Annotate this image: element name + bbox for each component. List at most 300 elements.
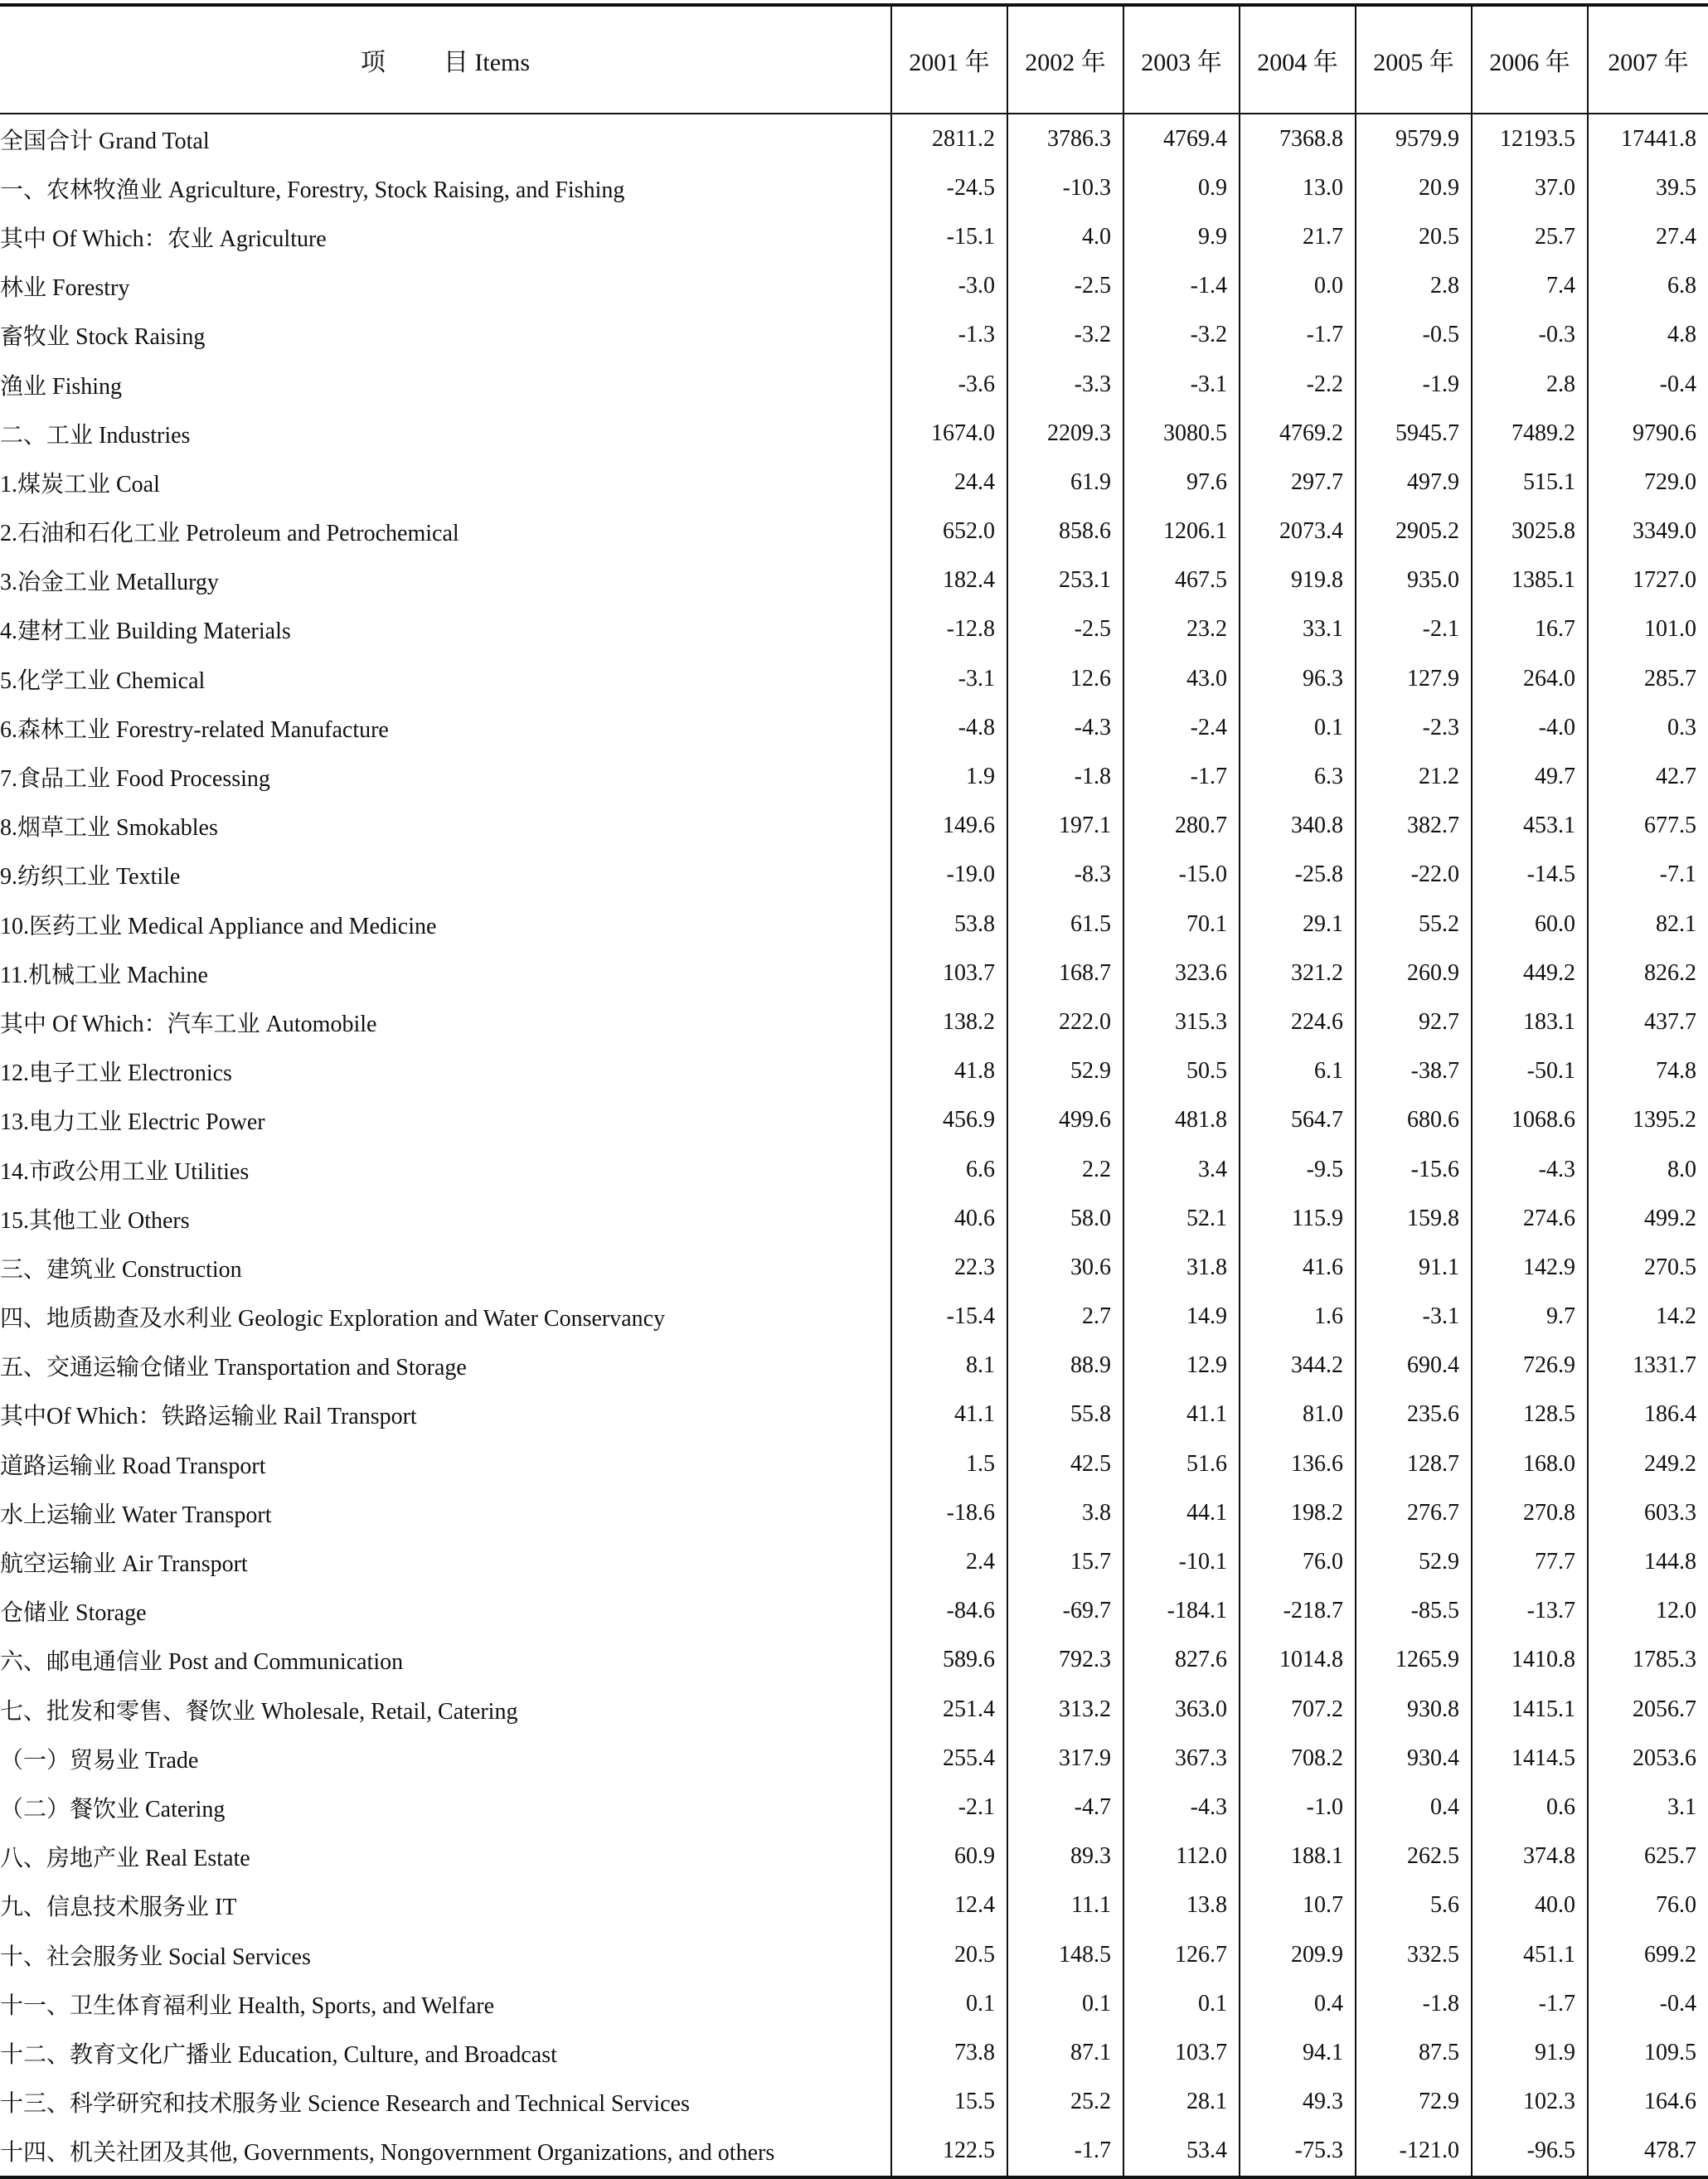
value-cell: -8.3 xyxy=(1007,851,1123,900)
value-cell: 564.7 xyxy=(1240,1096,1356,1145)
value-cell: 61.9 xyxy=(1007,458,1123,507)
value-cell: 42.7 xyxy=(1588,752,1708,801)
row-label: 五、交通运输仓储业 Transportation and Storage xyxy=(0,1355,467,1381)
value-cell: 276.7 xyxy=(1356,1488,1472,1537)
row-label: 12.电子工业 Electronics xyxy=(0,1060,232,1087)
row-label: 其中Of Which：铁路运输业 Rail Transport xyxy=(0,1404,417,1430)
value-cell: 497.9 xyxy=(1356,458,1472,507)
value-cell: 363.0 xyxy=(1123,1685,1240,1734)
row-label: 一、农林牧渔业 Agriculture, Forestry, Stock Raising, and Fishing xyxy=(0,177,625,203)
value-cell: 6.6 xyxy=(891,1145,1007,1194)
table-row xyxy=(0,1783,1708,1832)
year-column-header: 2002 年 xyxy=(1007,5,1123,114)
value-cell: -0.5 xyxy=(1356,311,1472,360)
value-cell: 285.7 xyxy=(1588,654,1708,703)
table-row xyxy=(0,1145,1708,1194)
value-cell: 4.8 xyxy=(1588,311,1708,360)
value-cell: 708.2 xyxy=(1240,1734,1356,1783)
value-cell: 235.6 xyxy=(1356,1390,1472,1439)
value-cell: 39.5 xyxy=(1588,163,1708,212)
value-cell: 1068.6 xyxy=(1472,1096,1588,1145)
value-cell: -2.2 xyxy=(1240,360,1356,409)
value-cell: 94.1 xyxy=(1240,2028,1356,2077)
value-cell: 41.8 xyxy=(891,1047,1007,1096)
row-label: 八、房地产业 Real Estate xyxy=(0,1846,250,1872)
value-cell: 3786.3 xyxy=(1007,114,1123,163)
table-row xyxy=(0,1488,1708,1537)
row-label: 8.烟草工业 Smokables xyxy=(0,815,218,842)
value-cell: 274.6 xyxy=(1472,1194,1588,1243)
value-cell: 9579.9 xyxy=(1356,114,1472,163)
value-cell: 20.5 xyxy=(891,1930,1007,1979)
year-column-header: 2004 年 xyxy=(1240,5,1356,114)
table-row xyxy=(0,1439,1708,1488)
value-cell: 197.1 xyxy=(1007,802,1123,851)
value-cell: 451.1 xyxy=(1472,1930,1588,1979)
value-cell: -15.1 xyxy=(891,212,1007,261)
value-cell: 77.7 xyxy=(1472,1537,1588,1586)
value-cell: 12.6 xyxy=(1007,654,1123,703)
value-cell: -3.2 xyxy=(1123,311,1240,360)
value-cell: 374.8 xyxy=(1472,1832,1588,1881)
value-cell: -96.5 xyxy=(1472,2127,1588,2177)
value-cell: 29.1 xyxy=(1240,900,1356,949)
row-label: 6.森林工业 Forestry-related Manufacture xyxy=(0,716,389,743)
value-cell: 332.5 xyxy=(1356,1930,1472,1979)
value-cell: 1395.2 xyxy=(1588,1096,1708,1145)
value-cell: 5.6 xyxy=(1356,1881,1472,1930)
value-cell: 264.0 xyxy=(1472,654,1588,703)
value-cell: 3.8 xyxy=(1007,1488,1123,1537)
value-cell: 14.2 xyxy=(1588,1293,1708,1342)
value-cell: 17441.8 xyxy=(1588,114,1708,163)
value-cell: 3349.0 xyxy=(1588,507,1708,556)
value-cell: 55.2 xyxy=(1356,900,1472,949)
value-cell: 467.5 xyxy=(1123,556,1240,605)
row-label: 3.冶金工业 Metallurgy xyxy=(0,570,219,596)
row-label: 二、工业 Industries xyxy=(0,422,191,449)
value-cell: -7.1 xyxy=(1588,851,1708,900)
value-cell: 251.4 xyxy=(891,1685,1007,1734)
value-cell: 2056.7 xyxy=(1588,1685,1708,1734)
value-cell: 935.0 xyxy=(1356,556,1472,605)
table-row xyxy=(0,212,1708,261)
value-cell: 2.7 xyxy=(1007,1293,1123,1342)
value-cell: 44.1 xyxy=(1123,1488,1240,1537)
value-cell: 2209.3 xyxy=(1007,409,1123,458)
row-label: 9.纺织工业 Textile xyxy=(0,864,181,891)
value-cell: 680.6 xyxy=(1356,1096,1472,1145)
value-cell: 8.0 xyxy=(1588,1145,1708,1194)
value-cell: 53.8 xyxy=(891,900,1007,949)
row-label: 10.医药工业 Medical Appliance and Medicine xyxy=(0,913,437,939)
row-label: 道路运输业 Road Transport xyxy=(0,1453,266,1479)
value-cell: -10.3 xyxy=(1007,163,1123,212)
value-cell: 0.1 xyxy=(1007,1979,1123,2028)
value-cell: 382.7 xyxy=(1356,802,1472,851)
value-cell: 10.7 xyxy=(1240,1881,1356,1930)
value-cell: -1.8 xyxy=(1356,1979,1472,2028)
table-row xyxy=(0,360,1708,409)
value-cell: 4769.2 xyxy=(1240,409,1356,458)
value-cell: -0.4 xyxy=(1588,360,1708,409)
value-cell: 0.1 xyxy=(1123,1979,1240,2028)
value-cell: 589.6 xyxy=(891,1636,1007,1685)
value-cell: 2.2 xyxy=(1007,1145,1123,1194)
value-cell: -4.3 xyxy=(1007,703,1123,752)
value-cell: -4.8 xyxy=(891,703,1007,752)
value-cell: 499.6 xyxy=(1007,1096,1123,1145)
row-label: 六、邮电通信业 Post and Communication xyxy=(0,1649,404,1676)
value-cell: -1.9 xyxy=(1356,360,1472,409)
value-cell: 72.9 xyxy=(1356,2078,1472,2127)
header-row xyxy=(0,5,1708,114)
value-cell: 625.7 xyxy=(1588,1832,1708,1881)
value-cell: 499.2 xyxy=(1588,1194,1708,1243)
items-header-char: 项 xyxy=(360,49,386,76)
value-cell: 122.5 xyxy=(891,2127,1007,2177)
value-cell: 76.0 xyxy=(1588,1881,1708,1930)
value-cell: 42.5 xyxy=(1007,1439,1123,1488)
value-cell: 60.9 xyxy=(891,1832,1007,1881)
value-cell: 9.9 xyxy=(1123,212,1240,261)
value-cell: 930.4 xyxy=(1356,1734,1472,1783)
value-cell: -15.4 xyxy=(891,1293,1007,1342)
value-cell: 3.4 xyxy=(1123,1145,1240,1194)
value-cell: -84.6 xyxy=(891,1587,1007,1636)
value-cell: 7489.2 xyxy=(1472,409,1588,458)
table-row xyxy=(0,163,1708,212)
value-cell: -1.7 xyxy=(1123,752,1240,801)
table-row xyxy=(0,1537,1708,1586)
value-cell: -3.2 xyxy=(1007,311,1123,360)
table-row xyxy=(0,949,1708,997)
value-cell: 603.3 xyxy=(1588,1488,1708,1537)
value-cell: 1410.8 xyxy=(1472,1636,1588,1685)
value-cell: -10.1 xyxy=(1123,1537,1240,1586)
value-cell: 49.7 xyxy=(1472,752,1588,801)
value-cell: -24.5 xyxy=(891,163,1007,212)
value-cell: 82.1 xyxy=(1588,900,1708,949)
value-cell: 40.0 xyxy=(1472,1881,1588,1930)
value-cell: -14.5 xyxy=(1472,851,1588,900)
table-row xyxy=(0,1587,1708,1636)
table-row xyxy=(0,1734,1708,1783)
value-cell: 919.8 xyxy=(1240,556,1356,605)
value-cell: 224.6 xyxy=(1240,997,1356,1046)
value-cell: -2.4 xyxy=(1123,703,1240,752)
table-row xyxy=(0,1881,1708,1930)
value-cell: 41.1 xyxy=(1123,1390,1240,1439)
value-cell: 321.2 xyxy=(1240,949,1356,997)
value-cell: 182.4 xyxy=(891,556,1007,605)
value-cell: 88.9 xyxy=(1007,1342,1123,1390)
row-label: 15.其他工业 Others xyxy=(0,1207,190,1234)
row-label: 三、建筑业 Construction xyxy=(0,1256,242,1283)
value-cell: -22.0 xyxy=(1356,851,1472,900)
value-cell: 50.5 xyxy=(1123,1047,1240,1096)
row-label: 13.电力工业 Electric Power xyxy=(0,1109,265,1136)
value-cell: -2.5 xyxy=(1007,262,1123,311)
table-row xyxy=(0,802,1708,851)
value-cell: -218.7 xyxy=(1240,1587,1356,1636)
value-cell: 74.8 xyxy=(1588,1047,1708,1096)
table-row xyxy=(0,1685,1708,1734)
table-row xyxy=(0,2127,1708,2177)
row-label: 四、地质勘查及水利业 Geologic Exploration and Water Conservancy xyxy=(0,1306,666,1332)
table-row xyxy=(0,262,1708,311)
table-row xyxy=(0,507,1708,556)
value-cell: -3.1 xyxy=(891,654,1007,703)
table-body xyxy=(0,114,1708,2177)
value-cell: 14.9 xyxy=(1123,1293,1240,1342)
value-cell: 6.1 xyxy=(1240,1047,1356,1096)
value-cell: 87.1 xyxy=(1007,2028,1123,2077)
table-row xyxy=(0,1832,1708,1881)
value-cell: 1414.5 xyxy=(1472,1734,1588,1783)
value-cell: 148.5 xyxy=(1007,1930,1123,1979)
value-cell: -75.3 xyxy=(1240,2127,1356,2177)
value-cell: -1.0 xyxy=(1240,1783,1356,1832)
value-cell: 707.2 xyxy=(1240,1685,1356,1734)
table-row xyxy=(0,1636,1708,1685)
value-cell: 1727.0 xyxy=(1588,556,1708,605)
value-cell: 102.3 xyxy=(1472,2078,1588,2127)
row-label: 十、社会服务业 Social Services xyxy=(0,1944,311,1970)
value-cell: 344.2 xyxy=(1240,1342,1356,1390)
value-cell: -25.8 xyxy=(1240,851,1356,900)
value-cell: 280.7 xyxy=(1123,802,1240,851)
value-cell: 24.4 xyxy=(891,458,1007,507)
row-label: 1.煤炭工业 Coal xyxy=(0,471,160,497)
value-cell: -3.1 xyxy=(1123,360,1240,409)
value-cell: 253.1 xyxy=(1007,556,1123,605)
value-cell: 1.5 xyxy=(891,1439,1007,1488)
value-cell: 127.9 xyxy=(1356,654,1472,703)
value-cell: 136.6 xyxy=(1240,1439,1356,1488)
value-cell: 43.0 xyxy=(1123,654,1240,703)
value-cell: 97.6 xyxy=(1123,458,1240,507)
value-cell: 109.5 xyxy=(1588,2028,1708,2077)
value-cell: 142.9 xyxy=(1472,1243,1588,1292)
value-cell: 53.4 xyxy=(1123,2127,1240,2177)
value-cell: 323.6 xyxy=(1123,949,1240,997)
value-cell: -9.5 xyxy=(1240,1145,1356,1194)
value-cell: 7.4 xyxy=(1472,262,1588,311)
value-cell: 15.7 xyxy=(1007,1537,1123,1586)
year-column-header: 2006 年 xyxy=(1472,5,1588,114)
row-label: 水上运输业 Water Transport xyxy=(0,1502,272,1528)
value-cell: 27.4 xyxy=(1588,212,1708,261)
value-cell: 2053.6 xyxy=(1588,1734,1708,1783)
value-cell: -69.7 xyxy=(1007,1587,1123,1636)
value-cell: 58.0 xyxy=(1007,1194,1123,1243)
value-cell: 73.8 xyxy=(891,2028,1007,2077)
value-cell: 81.0 xyxy=(1240,1390,1356,1439)
value-cell: 1674.0 xyxy=(891,409,1007,458)
value-cell: -12.8 xyxy=(891,605,1007,654)
value-cell: 96.3 xyxy=(1240,654,1356,703)
value-cell: -50.1 xyxy=(1472,1047,1588,1096)
value-cell: 729.0 xyxy=(1588,458,1708,507)
value-cell: 1415.1 xyxy=(1472,1685,1588,1734)
table-row xyxy=(0,1243,1708,1292)
value-cell: 25.7 xyxy=(1472,212,1588,261)
value-cell: -3.3 xyxy=(1007,360,1123,409)
value-cell: 9.7 xyxy=(1472,1293,1588,1342)
value-cell: -2.3 xyxy=(1356,703,1472,752)
value-cell: 0.3 xyxy=(1588,703,1708,752)
value-cell: -15.6 xyxy=(1356,1145,1472,1194)
value-cell: 30.6 xyxy=(1007,1243,1123,1292)
value-cell: 270.5 xyxy=(1588,1243,1708,1292)
row-label: 七、批发和零售、餐饮业 Wholesale, Retail, Catering xyxy=(0,1698,518,1725)
value-cell: 367.3 xyxy=(1123,1734,1240,1783)
value-cell: 792.3 xyxy=(1007,1636,1123,1685)
value-cell: 16.7 xyxy=(1472,605,1588,654)
value-cell: 22.3 xyxy=(891,1243,1007,1292)
value-cell: -15.0 xyxy=(1123,851,1240,900)
value-cell: -2.1 xyxy=(891,1783,1007,1832)
value-cell: 826.2 xyxy=(1588,949,1708,997)
value-cell: 92.7 xyxy=(1356,997,1472,1046)
value-cell: 28.1 xyxy=(1123,2078,1240,2127)
value-cell: 2905.2 xyxy=(1356,507,1472,556)
row-label: 十三、科学研究和技术服务业 Science Research and Technical Services xyxy=(0,2091,690,2118)
table-row xyxy=(0,409,1708,458)
value-cell: -4.3 xyxy=(1472,1145,1588,1194)
value-cell: -18.6 xyxy=(891,1488,1007,1537)
value-cell: 61.5 xyxy=(1007,900,1123,949)
row-label: 十二、教育文化广播业 Education, Culture, and Broadcast xyxy=(0,2041,557,2068)
value-cell: 13.0 xyxy=(1240,163,1356,212)
table-header xyxy=(0,5,1708,114)
table-row xyxy=(0,1390,1708,1439)
value-cell: -1.7 xyxy=(1007,2127,1123,2177)
value-cell: 8.1 xyxy=(891,1342,1007,1390)
row-label: 九、信息技术服务业 IT xyxy=(0,1895,237,1921)
value-cell: -2.5 xyxy=(1007,605,1123,654)
value-cell: 0.0 xyxy=(1240,262,1356,311)
value-cell: 315.3 xyxy=(1123,997,1240,1046)
items-header-text: 目 Items xyxy=(443,49,531,76)
value-cell: 115.9 xyxy=(1240,1194,1356,1243)
value-cell: 49.3 xyxy=(1240,2078,1356,2127)
row-label: 十四、机关社团及其他, Governments, Nongovernment Organizations, and others xyxy=(0,2127,891,2177)
table-row xyxy=(0,654,1708,703)
value-cell: 1265.9 xyxy=(1356,1636,1472,1685)
value-cell: 677.5 xyxy=(1588,802,1708,851)
year-column-header: 2003 年 xyxy=(1123,5,1240,114)
value-cell: 20.5 xyxy=(1356,212,1472,261)
value-cell: 12.0 xyxy=(1588,1587,1708,1636)
table-row xyxy=(0,2078,1708,2127)
value-cell: 20.9 xyxy=(1356,163,1472,212)
value-cell: -184.1 xyxy=(1123,1587,1240,1636)
value-cell: 930.8 xyxy=(1356,1685,1472,1734)
table-row xyxy=(0,1047,1708,1096)
value-cell: 149.6 xyxy=(891,802,1007,851)
value-cell: 41.1 xyxy=(891,1390,1007,1439)
value-cell: 12.4 xyxy=(891,1881,1007,1930)
row-label: 5.化学工业 Chemical xyxy=(0,667,206,694)
table-row xyxy=(0,605,1708,654)
value-cell: 55.8 xyxy=(1007,1390,1123,1439)
value-cell: 255.4 xyxy=(891,1734,1007,1783)
table-row xyxy=(0,114,1708,163)
table-row xyxy=(0,1194,1708,1243)
value-cell: 52.9 xyxy=(1007,1047,1123,1096)
value-cell: 209.9 xyxy=(1240,1930,1356,1979)
value-cell: 112.0 xyxy=(1123,1832,1240,1881)
value-cell: 827.6 xyxy=(1123,1636,1240,1685)
value-cell: 41.6 xyxy=(1240,1243,1356,1292)
value-cell: 0.4 xyxy=(1240,1979,1356,2028)
value-cell: 0.1 xyxy=(1240,703,1356,752)
row-label: 11.机械工业 Machine xyxy=(0,962,208,988)
value-cell: 159.8 xyxy=(1356,1194,1472,1243)
value-cell: 3080.5 xyxy=(1123,409,1240,458)
table-row xyxy=(0,752,1708,801)
value-cell: 270.8 xyxy=(1472,1488,1588,1537)
value-cell: 690.4 xyxy=(1356,1342,1472,1390)
value-cell: 5945.7 xyxy=(1356,409,1472,458)
value-cell: -1.7 xyxy=(1240,311,1356,360)
row-label: 航空运输业 Air Transport xyxy=(0,1551,248,1578)
value-cell: -4.7 xyxy=(1007,1783,1123,1832)
row-label: 渔业 Fishing xyxy=(0,373,123,400)
value-cell: 186.4 xyxy=(1588,1390,1708,1439)
value-cell: -3.1 xyxy=(1356,1293,1472,1342)
value-cell: 313.2 xyxy=(1007,1685,1123,1734)
value-cell: 449.2 xyxy=(1472,949,1588,997)
value-cell: 1.6 xyxy=(1240,1293,1356,1342)
value-cell: 164.6 xyxy=(1588,2078,1708,2127)
value-cell: 1.9 xyxy=(891,752,1007,801)
value-cell: -13.7 xyxy=(1472,1587,1588,1636)
value-cell: 456.9 xyxy=(891,1096,1007,1145)
value-cell: -85.5 xyxy=(1356,1587,1472,1636)
value-cell: 437.7 xyxy=(1588,997,1708,1046)
value-cell: 37.0 xyxy=(1472,163,1588,212)
value-cell: 70.1 xyxy=(1123,900,1240,949)
value-cell: 91.1 xyxy=(1356,1243,1472,1292)
value-cell: 198.2 xyxy=(1240,1488,1356,1537)
value-cell: 1206.1 xyxy=(1123,507,1240,556)
table-row xyxy=(0,1096,1708,1145)
row-label: 畜牧业 Stock Raising xyxy=(0,324,206,351)
value-cell: -0.4 xyxy=(1588,1979,1708,2028)
value-cell: 478.7 xyxy=(1588,2127,1708,2177)
value-cell: 4.0 xyxy=(1007,212,1123,261)
row-label: 十一、卫生体育福利业 Health, Sports, and Welfare xyxy=(0,1992,495,2019)
value-cell: 15.5 xyxy=(891,2078,1007,2127)
row-label: 14.市政公用工业 Utilities xyxy=(0,1158,250,1185)
value-cell: 0.9 xyxy=(1123,163,1240,212)
value-cell: 2.8 xyxy=(1472,360,1588,409)
value-cell: 858.6 xyxy=(1007,507,1123,556)
value-cell: 262.5 xyxy=(1356,1832,1472,1881)
value-cell: 6.3 xyxy=(1240,752,1356,801)
value-cell: 2.8 xyxy=(1356,262,1472,311)
value-cell: -19.0 xyxy=(891,851,1007,900)
value-cell: 31.8 xyxy=(1123,1243,1240,1292)
value-cell: -121.0 xyxy=(1356,2127,1472,2177)
row-label: （二）餐饮业 Catering xyxy=(0,1796,226,1822)
value-cell: 1014.8 xyxy=(1240,1636,1356,1685)
value-cell: 1385.1 xyxy=(1472,556,1588,605)
value-cell: 52.1 xyxy=(1123,1194,1240,1243)
